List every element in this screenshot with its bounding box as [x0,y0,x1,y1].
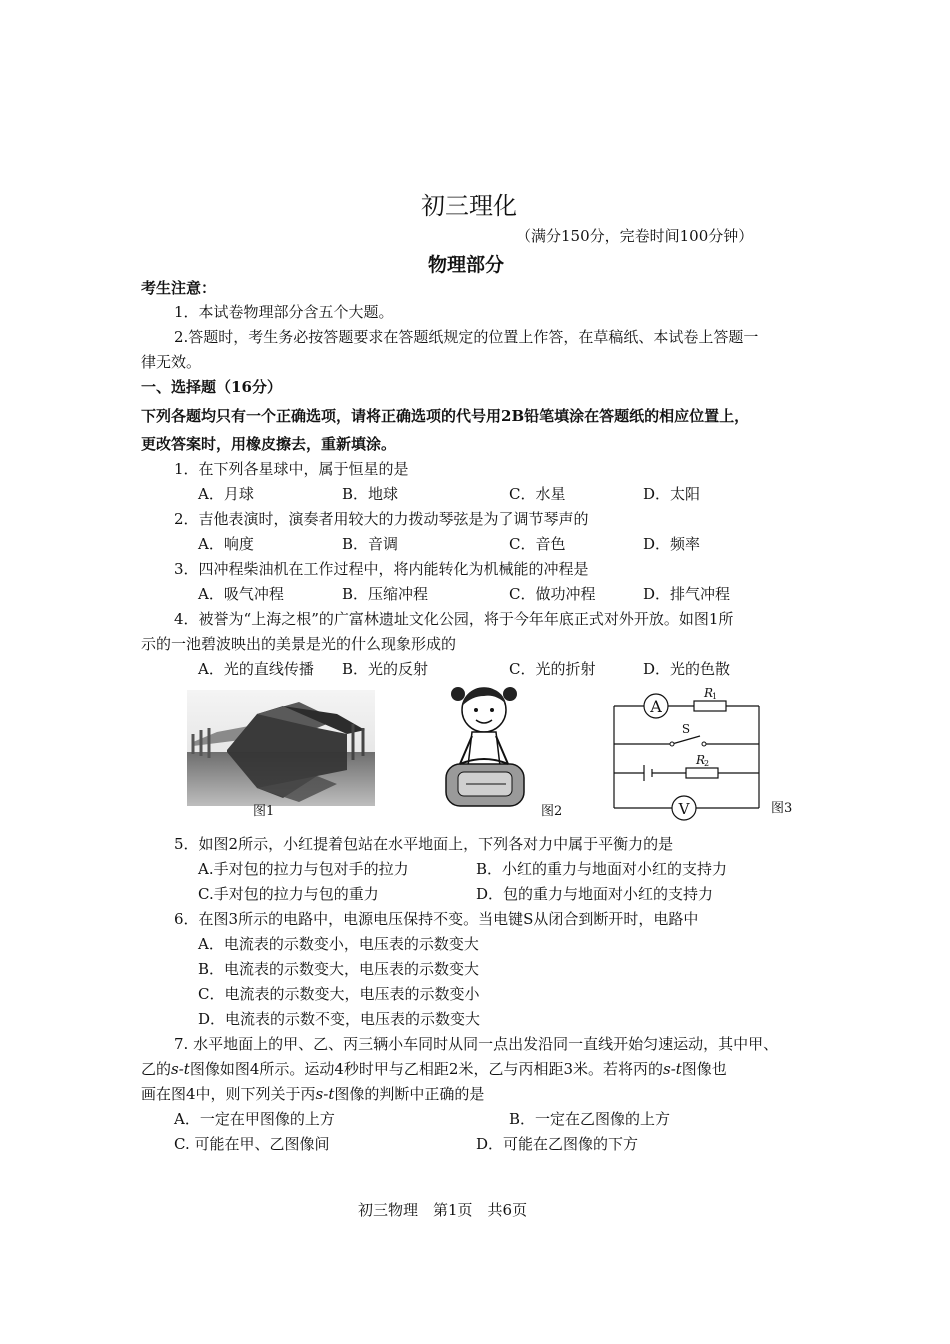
figure-2-caption: 图2 [541,804,563,819]
question-stem: 3．四冲程柴油机在工作过程中，将内能转化为机械能的冲程是 [174,560,589,578]
option-a: A．吸气冲程 [198,585,284,603]
page-footer: 初三物理 第1页 共6页 [358,1201,528,1219]
option-d: D．太阳 [643,485,701,503]
option-b: B．小红的重力与地面对小红的支持力 [476,860,728,878]
option-a: A．电流表的示数变小，电压表的示数变大 [198,935,479,953]
option-c: C．电流表的示数变大，电压表的示数变小 [198,985,480,1003]
notice-item: 律无效。 [141,353,202,371]
option-a: A．月球 [198,485,254,503]
option-c: C．做功冲程 [509,585,596,603]
option-b: B．地球 [342,485,399,503]
question-stem: 5．如图2所示，小红提着包站在水平地面上，下列各对力中属于平衡力的是 [174,835,674,853]
option-d: D．包的重力与地面对小红的支持力 [476,885,714,903]
option-d: D．频率 [643,535,701,553]
option-c: C. 可能在甲、乙图像间 [174,1135,330,1153]
r2-label: R [696,753,706,767]
r2-subscript: 2 [704,759,710,768]
option-d: D．可能在乙图像的下方 [476,1135,639,1153]
question-stem: 6．在图3所示的电路中，电源电压保持不变。当电键S从闭合到断开时，电路中 [174,910,699,928]
notice-heading: 考生注意： [141,279,217,297]
option-d: D．光的色散 [643,660,731,678]
option-a: A.手对包的拉力与包对手的拉力 [198,860,409,878]
figure-3-circuit [608,684,768,824]
option-b: B．一定在乙图像的上方 [509,1110,671,1128]
option-b: B．电流表的示数变大，电压表的示数变大 [198,960,480,978]
option-a: A．一定在甲图像的上方 [174,1110,335,1128]
notice-item: 2.答题时，考生务必按答题要求在答题纸规定的位置上作答，在草稿纸、本试卷上答题一 [174,328,759,346]
option-b: B．光的反射 [342,660,429,678]
option-a: A．响度 [198,535,254,553]
switch-label: S [681,722,691,736]
section-title: 物理部分 [428,254,505,276]
option-a: A．光的直线传播 [198,660,314,678]
option-d: D．排气冲程 [643,585,731,603]
figure-1-caption: 图1 [253,804,275,819]
option-c: C.手对包的拉力与包的重力 [198,885,379,903]
option-b: B．压缩冲程 [342,585,429,603]
voltmeter-label: V [678,800,690,818]
r1-subscript: 1 [712,692,718,701]
notice-item: 1．本试卷物理部分含五个大题。 [174,303,394,321]
question-stem: 2．吉他表演时，演奏者用较大的力拨动琴弦是为了调节琴声的 [174,510,589,528]
option-c: C．光的折射 [509,660,596,678]
figure-1-photo [187,690,375,806]
question-stem: 示的一池碧波映出的美景是光的什么现象形成的 [141,635,457,653]
instructions-line: 下列各题均只有一个正确选项，请将正确选项的代号用2B铅笔填涂在答题纸的相应位置上， [141,407,750,425]
ammeter-label: A [650,697,662,716]
question-stem: 1．在下列各星球中，属于恒星的是 [174,460,409,478]
option-d: D．电流表的示数不变，电压表的示数变大 [198,1010,481,1028]
question-stem: 4．被誉为“上海之根”的广富林遗址文化公园，将于今年年底正式对外开放。如图1所 [174,610,734,628]
instructions-line: 更改答案时，用橡皮擦去，重新填涂。 [141,435,397,453]
figure-2-drawing [436,680,536,812]
part-heading: 一、选择题（16分） [141,378,282,396]
page-title: 初三理化 [421,192,517,220]
question-stem-line: 乙的s-t图像如图4所示。运动4秒时甲与乙相距2米，乙与丙相距3米。若将丙的s-t图像也 [141,1060,727,1078]
page-subtitle: （满分150分，完卷时间100分钟） [516,227,754,245]
question-stem-line: 画在图4中，则下列关于丙s-t图像的判断中正确的是 [141,1085,485,1103]
option-c: C．音色 [509,535,566,553]
question-stem: 7. 水平地面上的甲、乙、丙三辆小车同时从同一点出发沿同一直线开始匀速运动，其中甲、 [174,1035,779,1053]
figure-3-caption: 图3 [771,801,793,816]
r1-label: R [704,686,714,700]
option-c: C．水星 [509,485,566,503]
option-b: B．音调 [342,535,399,553]
